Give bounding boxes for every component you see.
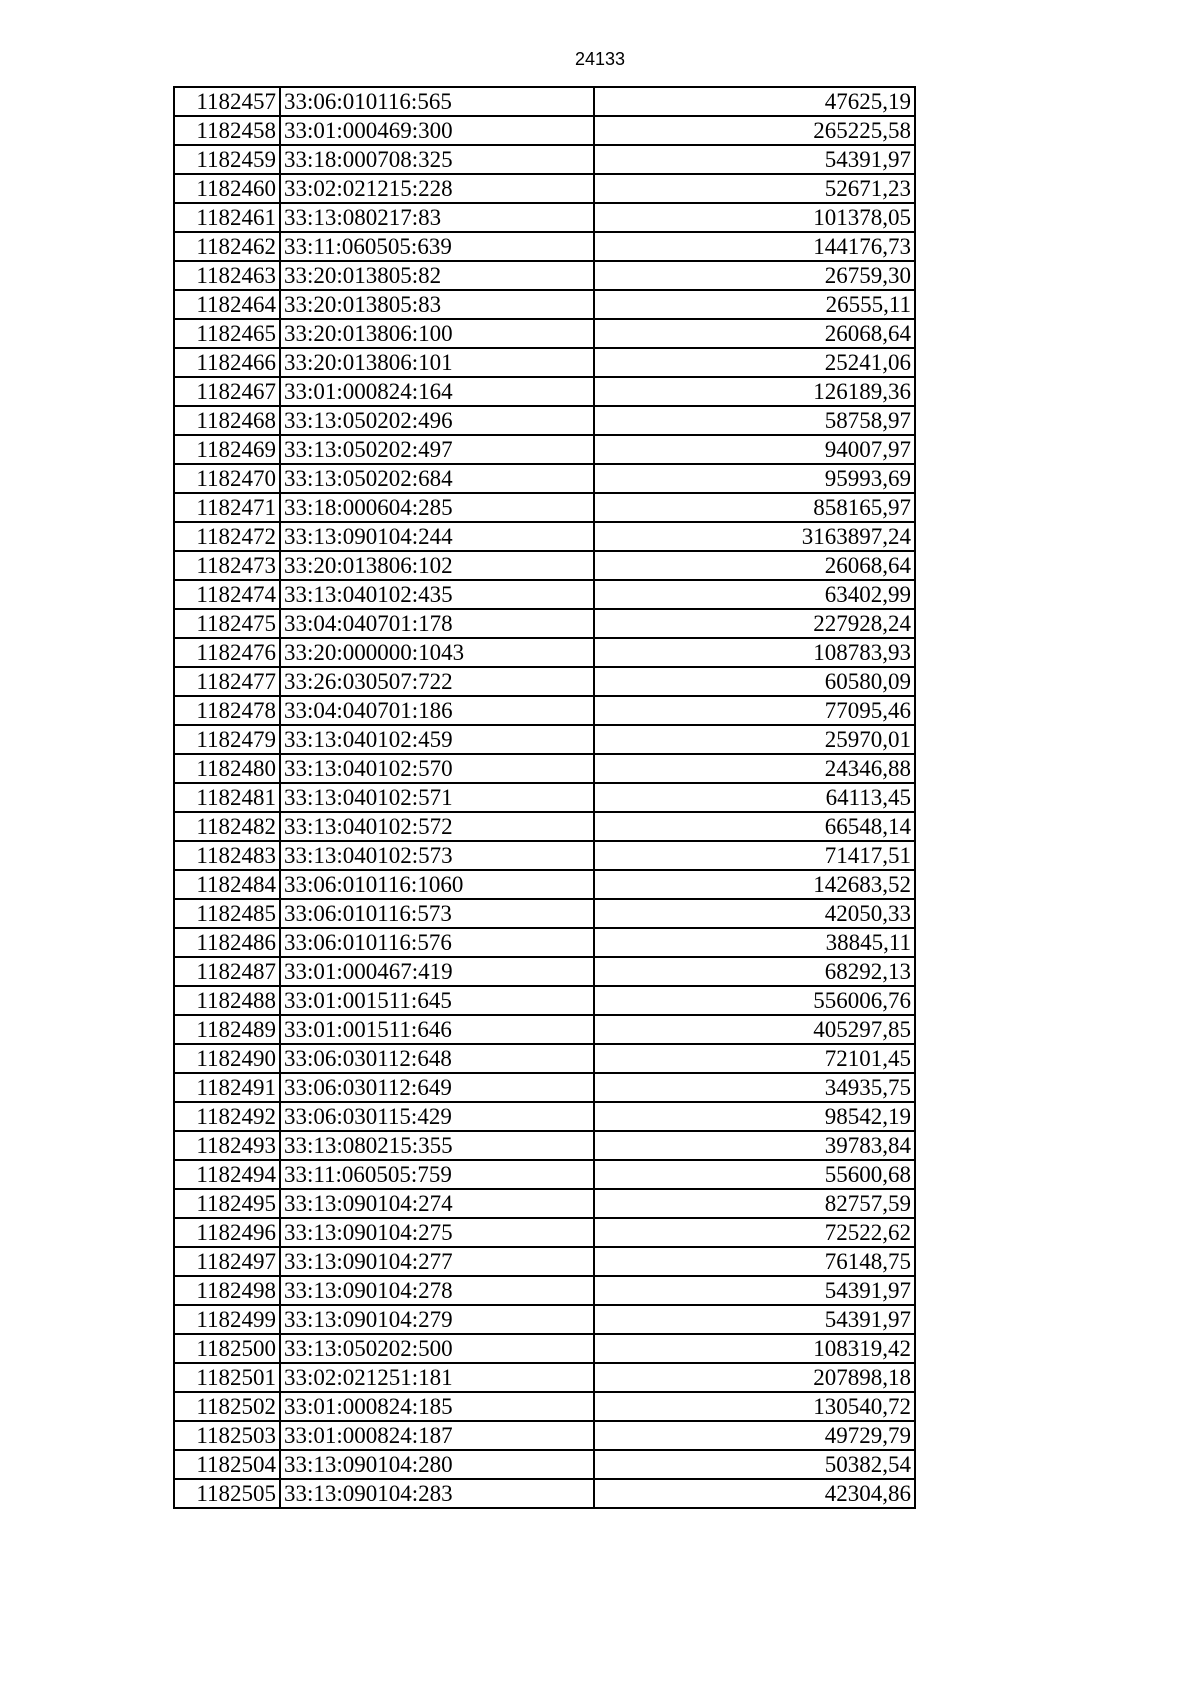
cadastral-value-cell: 95993,69 (594, 464, 915, 493)
cadastral-value-cell: 72101,45 (594, 1044, 915, 1073)
row-id-cell: 1182468 (174, 406, 280, 435)
cadastral-number-cell: 33:26:030507:722 (280, 667, 594, 696)
row-id-cell: 1182495 (174, 1189, 280, 1218)
cadastral-number-cell: 33:01:000824:164 (280, 377, 594, 406)
row-id-cell: 1182501 (174, 1363, 280, 1392)
table-row (174, 928, 915, 957)
row-id-cell: 1182491 (174, 1073, 280, 1102)
cadastral-number-cell: 33:20:013806:101 (280, 348, 594, 377)
cadastral-number-cell: 33:20:013805:82 (280, 261, 594, 290)
table-row (174, 493, 915, 522)
table-row (174, 377, 915, 406)
cadastral-number-cell: 33:06:010116:576 (280, 928, 594, 957)
table-row (174, 1392, 915, 1421)
cadastral-number-cell: 33:13:090104:279 (280, 1305, 594, 1334)
table-row (174, 841, 915, 870)
cadastral-number-cell: 33:13:090104:283 (280, 1479, 594, 1508)
row-id-cell: 1182486 (174, 928, 280, 957)
cadastral-number-cell: 33:13:090104:280 (280, 1450, 594, 1479)
table-row (174, 1015, 915, 1044)
table-row (174, 986, 915, 1015)
table-row (174, 1189, 915, 1218)
cadastral-number-cell: 33:04:040701:186 (280, 696, 594, 725)
table-row (174, 696, 915, 725)
row-id-cell: 1182492 (174, 1102, 280, 1131)
cadastral-value-cell: 38845,11 (594, 928, 915, 957)
cadastral-number-cell: 33:13:050202:496 (280, 406, 594, 435)
table-row (174, 174, 915, 203)
cadastral-number-cell: 33:20:000000:1043 (280, 638, 594, 667)
table-row (174, 725, 915, 754)
row-id-cell: 1182489 (174, 1015, 280, 1044)
row-id-cell: 1182476 (174, 638, 280, 667)
cadastral-number-cell: 33:01:000467:419 (280, 957, 594, 986)
cadastral-value-cell: 25970,01 (594, 725, 915, 754)
table-row (174, 203, 915, 232)
row-id-cell: 1182485 (174, 899, 280, 928)
cadastral-value-cell: 142683,52 (594, 870, 915, 899)
row-id-cell: 1182500 (174, 1334, 280, 1363)
table-row (174, 783, 915, 812)
table-row (174, 116, 915, 145)
cadastral-value-cell: 76148,75 (594, 1247, 915, 1276)
table-row (174, 522, 915, 551)
table-row (174, 580, 915, 609)
cadastral-value-cell: 98542,19 (594, 1102, 915, 1131)
cadastral-number-cell: 33:20:013805:83 (280, 290, 594, 319)
cadastral-number-cell: 33:01:000824:187 (280, 1421, 594, 1450)
cadastral-value-cell: 72522,62 (594, 1218, 915, 1247)
row-id-cell: 1182469 (174, 435, 280, 464)
row-id-cell: 1182496 (174, 1218, 280, 1247)
row-id-cell: 1182482 (174, 812, 280, 841)
cadastral-number-cell: 33:18:000708:325 (280, 145, 594, 174)
row-id-cell: 1182497 (174, 1247, 280, 1276)
row-id-cell: 1182477 (174, 667, 280, 696)
cadastral-value-cell: 858165,97 (594, 493, 915, 522)
table-row (174, 1218, 915, 1247)
cadastral-value-cell: 68292,13 (594, 957, 915, 986)
row-id-cell: 1182473 (174, 551, 280, 580)
cadastral-value-cell: 101378,05 (594, 203, 915, 232)
table-row (174, 1334, 915, 1363)
cadastral-value-cell: 50382,54 (594, 1450, 915, 1479)
row-id-cell: 1182465 (174, 319, 280, 348)
cadastral-number-cell: 33:13:040102:573 (280, 841, 594, 870)
row-id-cell: 1182483 (174, 841, 280, 870)
table-row (174, 1363, 915, 1392)
cadastral-value-cell: 71417,51 (594, 841, 915, 870)
table-row (174, 1276, 915, 1305)
cadastral-value-cell: 126189,36 (594, 377, 915, 406)
row-id-cell: 1182488 (174, 986, 280, 1015)
row-id-cell: 1182499 (174, 1305, 280, 1334)
table-row (174, 870, 915, 899)
table-row (174, 754, 915, 783)
table-row (174, 551, 915, 580)
row-id-cell: 1182460 (174, 174, 280, 203)
table-row (174, 435, 915, 464)
table-row (174, 667, 915, 696)
row-id-cell: 1182466 (174, 348, 280, 377)
cadastral-number-cell: 33:13:080217:83 (280, 203, 594, 232)
table-row (174, 145, 915, 174)
cadastral-value-cell: 66548,14 (594, 812, 915, 841)
table-row (174, 899, 915, 928)
row-id-cell: 1182487 (174, 957, 280, 986)
cadastral-value-cell: 42304,86 (594, 1479, 915, 1508)
cadastral-number-cell: 33:06:010116:1060 (280, 870, 594, 899)
table-row (174, 319, 915, 348)
cadastral-value-cell: 3163897,24 (594, 522, 915, 551)
cadastral-number-cell: 33:11:060505:759 (280, 1160, 594, 1189)
table-row (174, 1247, 915, 1276)
cadastral-number-cell: 33:20:013806:102 (280, 551, 594, 580)
cadastral-number-cell: 33:13:050202:500 (280, 1334, 594, 1363)
row-id-cell: 1182474 (174, 580, 280, 609)
row-id-cell: 1182470 (174, 464, 280, 493)
row-id-cell: 1182498 (174, 1276, 280, 1305)
table-row (174, 609, 915, 638)
cadastral-number-cell: 33:01:001511:646 (280, 1015, 594, 1044)
cadastral-number-cell: 33:01:000824:185 (280, 1392, 594, 1421)
table-row (174, 638, 915, 667)
cadastral-value-cell: 52671,23 (594, 174, 915, 203)
cadastral-number-cell: 33:01:001511:645 (280, 986, 594, 1015)
table-row (174, 1305, 915, 1334)
cadastral-number-cell: 33:02:021251:181 (280, 1363, 594, 1392)
cadastral-value-cell: 34935,75 (594, 1073, 915, 1102)
cadastral-value-cell: 265225,58 (594, 116, 915, 145)
cadastral-number-cell: 33:13:040102:572 (280, 812, 594, 841)
row-id-cell: 1182459 (174, 145, 280, 174)
cadastral-number-cell: 33:13:040102:459 (280, 725, 594, 754)
cadastral-value-cell: 82757,59 (594, 1189, 915, 1218)
cadastral-value-cell: 25241,06 (594, 348, 915, 377)
cadastral-value-cell: 24346,88 (594, 754, 915, 783)
table-row (174, 348, 915, 377)
row-id-cell: 1182467 (174, 377, 280, 406)
cadastral-value-cell: 64113,45 (594, 783, 915, 812)
row-id-cell: 1182502 (174, 1392, 280, 1421)
table-row (174, 464, 915, 493)
table-body (174, 87, 915, 1508)
page-number: 24133 (574, 49, 626, 69)
cadastral-number-cell: 33:13:090104:278 (280, 1276, 594, 1305)
cadastral-value-cell: 26759,30 (594, 261, 915, 290)
row-id-cell: 1182493 (174, 1131, 280, 1160)
row-id-cell: 1182480 (174, 754, 280, 783)
table-row (174, 261, 915, 290)
row-id-cell: 1182463 (174, 261, 280, 290)
cadastral-number-cell: 33:06:030115:429 (280, 1102, 594, 1131)
cadastral-number-cell: 33:13:090104:244 (280, 522, 594, 551)
cadastral-value-cell: 405297,85 (594, 1015, 915, 1044)
cadastral-value-cell: 556006,76 (594, 986, 915, 1015)
cadastral-value-cell: 108319,42 (594, 1334, 915, 1363)
row-id-cell: 1182478 (174, 696, 280, 725)
row-id-cell: 1182505 (174, 1479, 280, 1508)
table-row (174, 232, 915, 261)
cadastral-number-cell: 33:13:090104:274 (280, 1189, 594, 1218)
row-id-cell: 1182475 (174, 609, 280, 638)
cadastral-value-cell: 49729,79 (594, 1421, 915, 1450)
cadastral-value-cell: 55600,68 (594, 1160, 915, 1189)
cadastral-value-cell: 39783,84 (594, 1131, 915, 1160)
cadastral-value-cell: 108783,93 (594, 638, 915, 667)
cadastral-number-cell: 33:13:080215:355 (280, 1131, 594, 1160)
cadastral-number-cell: 33:18:000604:285 (280, 493, 594, 522)
cadastral-number-cell: 33:01:000469:300 (280, 116, 594, 145)
cadastral-value-cell: 94007,97 (594, 435, 915, 464)
table-row (174, 1102, 915, 1131)
row-id-cell: 1182461 (174, 203, 280, 232)
cadastral-number-cell: 33:13:050202:497 (280, 435, 594, 464)
row-id-cell: 1182503 (174, 1421, 280, 1450)
table-row (174, 1450, 915, 1479)
cadastral-number-cell: 33:20:013806:100 (280, 319, 594, 348)
cadastral-value-cell: 42050,33 (594, 899, 915, 928)
row-id-cell: 1182472 (174, 522, 280, 551)
row-id-cell: 1182458 (174, 116, 280, 145)
cadastral-value-cell: 26068,64 (594, 319, 915, 348)
row-id-cell: 1182457 (174, 87, 280, 116)
cadastral-number-cell: 33:02:021215:228 (280, 174, 594, 203)
cadastral-value-table (173, 86, 916, 1509)
cadastral-number-cell: 33:13:050202:684 (280, 464, 594, 493)
row-id-cell: 1182504 (174, 1450, 280, 1479)
row-id-cell: 1182464 (174, 290, 280, 319)
table-row (174, 957, 915, 986)
cadastral-number-cell: 33:04:040701:178 (280, 609, 594, 638)
cadastral-number-cell: 33:11:060505:639 (280, 232, 594, 261)
table-row (174, 812, 915, 841)
cadastral-number-cell: 33:06:010116:573 (280, 899, 594, 928)
cadastral-value-cell: 54391,97 (594, 1305, 915, 1334)
cadastral-value-cell: 54391,97 (594, 145, 915, 174)
cadastral-value-cell: 26068,64 (594, 551, 915, 580)
row-id-cell: 1182494 (174, 1160, 280, 1189)
cadastral-number-cell: 33:06:030112:649 (280, 1073, 594, 1102)
table-row (174, 1479, 915, 1508)
cadastral-value-cell: 207898,18 (594, 1363, 915, 1392)
table-row (174, 406, 915, 435)
cadastral-value-cell: 54391,97 (594, 1276, 915, 1305)
row-id-cell: 1182462 (174, 232, 280, 261)
cadastral-value-cell: 26555,11 (594, 290, 915, 319)
cadastral-number-cell: 33:13:040102:435 (280, 580, 594, 609)
cadastral-value-cell: 58758,97 (594, 406, 915, 435)
row-id-cell: 1182481 (174, 783, 280, 812)
table-row (174, 1160, 915, 1189)
table-row (174, 1073, 915, 1102)
cadastral-number-cell: 33:06:010116:565 (280, 87, 594, 116)
cadastral-value-cell: 47625,19 (594, 87, 915, 116)
cadastral-number-cell: 33:06:030112:648 (280, 1044, 594, 1073)
cadastral-value-cell: 227928,24 (594, 609, 915, 638)
table-row (174, 1044, 915, 1073)
table-row (174, 290, 915, 319)
cadastral-number-cell: 33:13:040102:570 (280, 754, 594, 783)
cadastral-value-cell: 144176,73 (594, 232, 915, 261)
row-id-cell: 1182484 (174, 870, 280, 899)
cadastral-value-cell: 77095,46 (594, 696, 915, 725)
table-row (174, 1131, 915, 1160)
cadastral-value-cell: 63402,99 (594, 580, 915, 609)
row-id-cell: 1182479 (174, 725, 280, 754)
cadastral-value-cell: 60580,09 (594, 667, 915, 696)
cadastral-value-cell: 130540,72 (594, 1392, 915, 1421)
row-id-cell: 1182471 (174, 493, 280, 522)
table-row (174, 87, 915, 116)
cadastral-number-cell: 33:13:090104:275 (280, 1218, 594, 1247)
row-id-cell: 1182490 (174, 1044, 280, 1073)
table-row (174, 1421, 915, 1450)
cadastral-number-cell: 33:13:090104:277 (280, 1247, 594, 1276)
cadastral-number-cell: 33:13:040102:571 (280, 783, 594, 812)
